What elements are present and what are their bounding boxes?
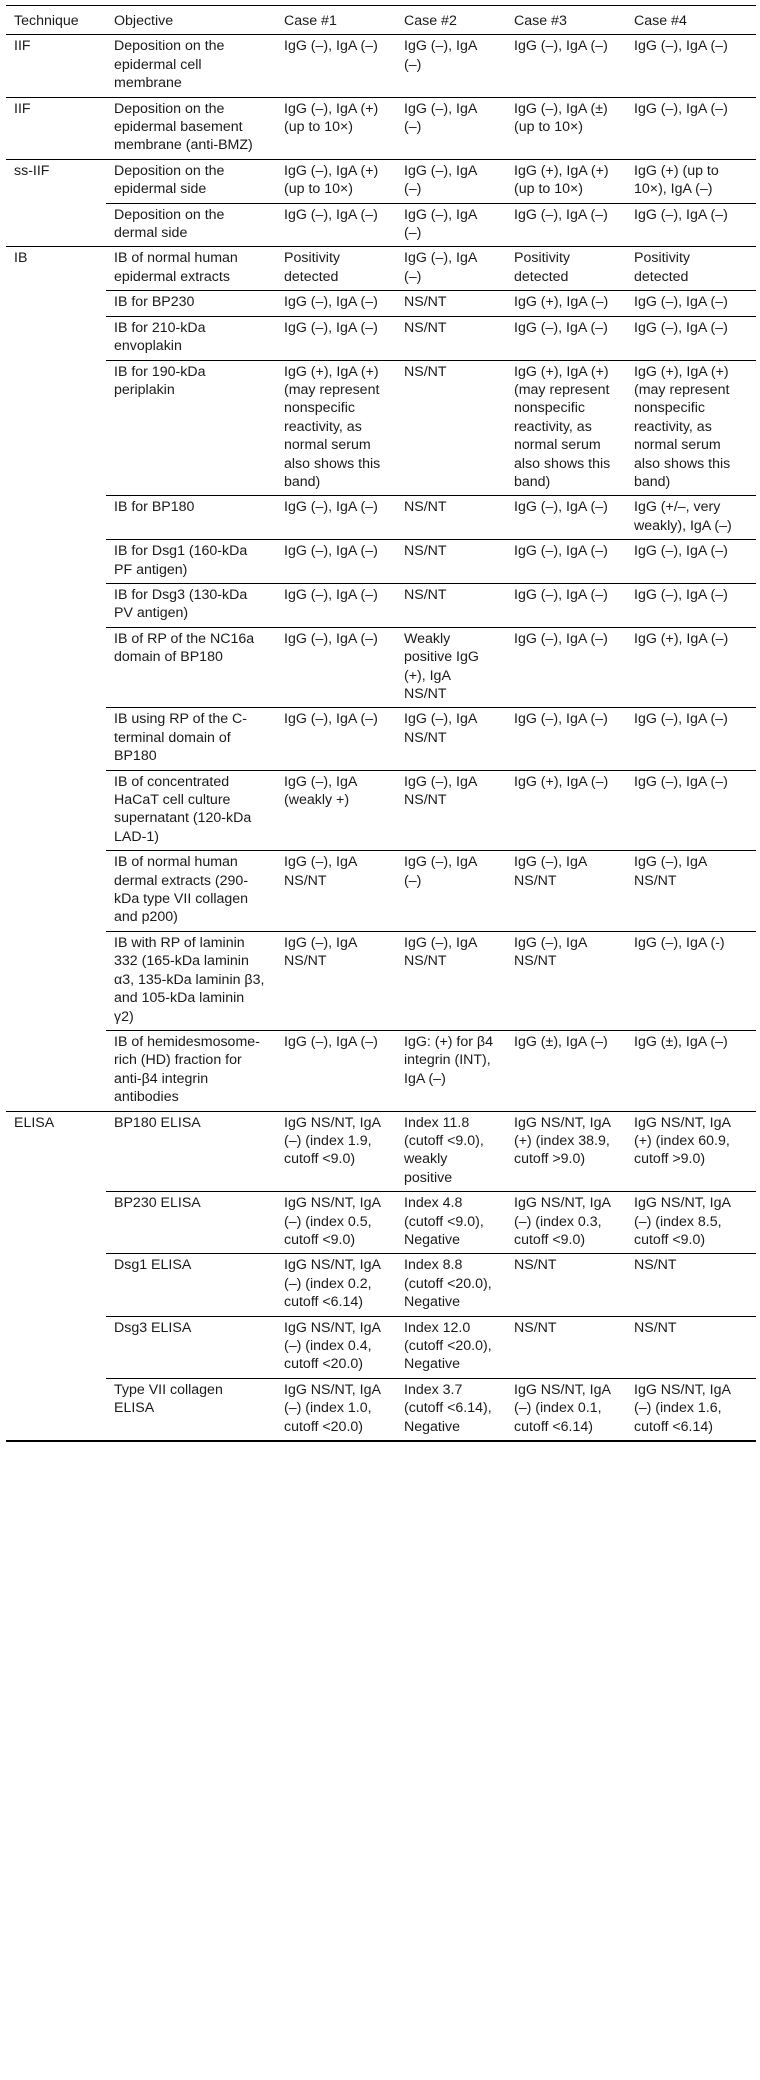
cell-case-1: IgG NS/NT, IgA (–) (index 0.2, cutoff <6.14) <box>276 1254 396 1316</box>
cell-case-3: IgG (+), IgA (+) (may represent nonspecific reactivity, as normal serum also shows this band) <box>506 360 626 496</box>
cell-case-1: IgG (–), IgA (–) <box>276 291 396 316</box>
cell-case-2: IgG (–), IgA (–) <box>396 203 506 247</box>
cell-case-3: IgG (–), IgA (–) <box>506 627 626 708</box>
cell-objective: IB of hemidesmosome-rich (HD) fraction for anti-β4 integrin antibodies <box>106 1030 276 1111</box>
cell-technique <box>6 627 106 708</box>
cell-technique <box>6 1192 106 1254</box>
cell-technique <box>6 203 106 247</box>
cell-case-2: IgG (–), IgA NS/NT <box>396 770 506 851</box>
header-case-3: Case #3 <box>506 6 626 35</box>
cell-objective: Dsg3 ELISA <box>106 1316 276 1378</box>
cell-case-3: IgG (+), IgA (+) (up to 10×) <box>506 159 626 203</box>
cell-case-4: IgG (+), IgA (–) <box>626 627 756 708</box>
cell-technique: ELISA <box>6 1111 106 1192</box>
cell-technique <box>6 583 106 627</box>
cell-case-2: Weakly positive IgG (+), IgA NS/NT <box>396 627 506 708</box>
cell-case-3: IgG (–), IgA (–) <box>514 38 608 55</box>
cell-case-1: IgG NS/NT, IgA (–) (index 1.0, cutoff <20.0) <box>276 1378 396 1441</box>
cell-case-1: IgG (–), IgA NS/NT <box>276 851 396 932</box>
table-row <box>6 1378 756 1441</box>
cell-case-3: IgG (–), IgA (–) <box>506 496 626 540</box>
cell-case-2: NS/NT <box>396 291 506 316</box>
cell-case-1: IgG (–), IgA NS/NT <box>276 931 396 1030</box>
cell-case-2: IgG (–), IgA (–) <box>396 247 506 291</box>
cell-technique <box>6 1316 106 1378</box>
cell-case-4: IgG (+/–, very weakly), IgA (–) <box>626 496 756 540</box>
cell-case-1: IgG (–), IgA (–) <box>276 496 396 540</box>
header-objective: Objective <box>106 6 276 35</box>
cell-technique <box>6 851 106 932</box>
cell-objective: Deposition on the epidermal basement membrane (anti-BMZ) <box>106 97 276 159</box>
table-row <box>6 35 756 97</box>
cell-case-3: IgG (–), IgA (–) <box>506 203 626 247</box>
cell-objective: Deposition on the epidermal side <box>106 159 276 203</box>
table-row <box>6 931 756 1030</box>
cell-case-2: NS/NT <box>396 496 506 540</box>
cell-case-1: IgG NS/NT, IgA (–) (index 0.5, cutoff <9.0) <box>276 1192 396 1254</box>
cell-case-3: IgG NS/NT, IgA (–) (index 0.3, cutoff <9.0) <box>506 1192 626 1254</box>
cell-case-4: Positivity detected <box>626 247 756 291</box>
cell-case-2: Index 11.8 (cutoff <9.0), weakly positive <box>396 1111 506 1192</box>
cell-case-2: IgG (–), IgA (–) <box>396 97 506 159</box>
table-row <box>6 159 756 203</box>
cell-case-3: NS/NT <box>506 1316 626 1378</box>
cell-technique <box>6 1030 106 1111</box>
cell-case-4: IgG (–), IgA (–) <box>626 97 756 159</box>
cell-case-3: IgG (–), IgA (–) <box>506 316 626 360</box>
cell-case-2: Index 4.8 (cutoff <9.0), Negative <box>396 1192 506 1254</box>
cell-case-2: IgG (–), IgA (–) <box>396 159 506 203</box>
cell-case-4: NS/NT <box>626 1316 756 1378</box>
cell-case-4: IgG (±), IgA (–) <box>626 1030 756 1111</box>
table-row <box>6 360 756 496</box>
header-case-1: Case #1 <box>276 6 396 35</box>
cell-case-4: IgG (–), IgA (–) <box>626 708 756 770</box>
header-technique: Technique <box>6 6 106 35</box>
table-header-row <box>6 6 756 35</box>
cell-case-3: IgG (–), IgA NS/NT <box>506 931 626 1030</box>
table-row <box>6 291 756 316</box>
cell-case-1: Positivity detected <box>276 247 396 291</box>
cell-technique <box>6 291 106 316</box>
cell-objective: IB for 210-kDa envoplakin <box>106 316 276 360</box>
cell-case-2: Index 8.8 (cutoff <20.0), Negative <box>396 1254 506 1316</box>
table-row <box>6 540 756 584</box>
cell-objective: IB for 190-kDa periplakin <box>106 360 276 496</box>
cell-case-4: IgG (–), IgA (–) <box>626 540 756 584</box>
cell-technique <box>6 931 106 1030</box>
cell-objective: IB for BP230 <box>106 291 276 316</box>
cell-case-1: IgG (–), IgA (–) <box>276 627 396 708</box>
cell-case-1: IgG (–), IgA (–) <box>284 38 378 55</box>
table-row <box>6 627 756 708</box>
results-table <box>6 5 756 1442</box>
cell-case-2: NS/NT <box>396 583 506 627</box>
cell-objective: IB for Dsg1 (160-kDa PF antigen) <box>106 540 276 584</box>
cell-case-1: IgG (–), IgA (+) (up to 10×) <box>276 159 396 203</box>
cell-case-1: IgG (–), IgA (–) <box>276 583 396 627</box>
cell-case-1: IgG (–), IgA (–) <box>276 1030 396 1111</box>
cell-case-4: IgG (–), IgA NS/NT <box>626 851 756 932</box>
cell-technique: IB <box>6 247 106 291</box>
table-row <box>6 316 756 360</box>
cell-technique <box>6 496 106 540</box>
cell-case-1: IgG (–), IgA (–) <box>276 316 396 360</box>
cell-case-3: IgG (–), IgA (±) (up to 10×) <box>506 97 626 159</box>
cell-case-4: IgG (+), IgA (+) (may represent nonspecific reactivity, as normal serum also shows this band) <box>626 360 756 496</box>
cell-technique <box>6 1378 106 1441</box>
cell-case-1: IgG (–), IgA (–) <box>276 708 396 770</box>
cell-objective: IB of RP of the NC16a domain of BP180 <box>106 627 276 708</box>
cell-technique <box>6 360 106 496</box>
cell-case-3: IgG (+), IgA (–) <box>506 770 626 851</box>
table-row <box>6 1254 756 1316</box>
cell-case-2: NS/NT <box>396 360 506 496</box>
cell-objective: IB of normal human epidermal extracts <box>106 247 276 291</box>
results-table-container <box>6 0 756 1442</box>
cell-case-1: IgG (–), IgA (weakly +) <box>276 770 396 851</box>
cell-case-2: NS/NT <box>396 316 506 360</box>
cell-case-4: IgG (+) (up to 10×), IgA (–) <box>626 159 756 203</box>
cell-case-3: IgG (±), IgA (–) <box>506 1030 626 1111</box>
table-row <box>6 1192 756 1254</box>
table-row <box>6 770 756 851</box>
cell-case-2: IgG (–), IgA (–) <box>404 38 477 73</box>
cell-case-1: IgG (–), IgA (+) (up to 10×) <box>276 97 396 159</box>
header-case-4: Case #4 <box>626 6 756 35</box>
table-body <box>6 35 756 1441</box>
table-row <box>6 708 756 770</box>
cell-case-4: IgG NS/NT, IgA (–) (index 1.6, cutoff <6.14) <box>626 1378 756 1441</box>
table-row <box>6 1030 756 1111</box>
cell-case-4: IgG (–), IgA (–) <box>626 203 756 247</box>
cell-case-1: IgG (+), IgA (+) (may represent nonspecific reactivity, as normal serum also shows this band) <box>276 360 396 496</box>
cell-objective: BP230 ELISA <box>106 1192 276 1254</box>
cell-case-3: IgG (–), IgA (–) <box>506 540 626 584</box>
cell-case-4: IgG (–), IgA (-) <box>626 931 756 1030</box>
cell-case-3: IgG NS/NT, IgA (–) (index 0.1, cutoff <6.14) <box>506 1378 626 1441</box>
header-case-2: Case #2 <box>396 6 506 35</box>
cell-objective: Type VII collagen ELISA <box>106 1378 276 1441</box>
cell-case-2: IgG (–), IgA NS/NT <box>396 708 506 770</box>
table-row <box>6 1111 756 1192</box>
cell-objective: Deposition on the epidermal cell membrane <box>114 38 225 92</box>
table-row <box>6 1316 756 1378</box>
cell-case-4: IgG NS/NT, IgA (+) (index 60.9, cutoff >9.0) <box>626 1111 756 1192</box>
cell-objective: IB for Dsg3 (130-kDa PV antigen) <box>106 583 276 627</box>
cell-case-3: IgG (–), IgA (–) <box>506 583 626 627</box>
table-row <box>6 203 756 247</box>
cell-case-4: IgG (–), IgA (–) <box>626 583 756 627</box>
cell-case-3: IgG (–), IgA NS/NT <box>506 851 626 932</box>
cell-case-2: IgG (–), IgA (–) <box>396 851 506 932</box>
cell-case-2: Index 12.0 (cutoff <20.0), Negative <box>396 1316 506 1378</box>
cell-technique <box>6 316 106 360</box>
cell-objective: IB of normal human dermal extracts (290-kDa type VII collagen and p200) <box>106 851 276 932</box>
cell-objective: IB using RP of the C-terminal domain of BP180 <box>106 708 276 770</box>
cell-case-2: IgG (–), IgA NS/NT <box>396 931 506 1030</box>
cell-case-3: Positivity detected <box>506 247 626 291</box>
cell-objective: Deposition on the dermal side <box>106 203 276 247</box>
table-row <box>6 583 756 627</box>
cell-objective: BP180 ELISA <box>106 1111 276 1192</box>
table-row <box>6 496 756 540</box>
cell-case-2: NS/NT <box>396 540 506 584</box>
cell-case-4: IgG (–), IgA (–) <box>626 291 756 316</box>
cell-technique: IIF <box>6 97 106 159</box>
cell-case-4: IgG NS/NT, IgA (–) (index 8.5, cutoff <9.0) <box>626 1192 756 1254</box>
table-row <box>6 247 756 291</box>
cell-objective: IB for BP180 <box>106 496 276 540</box>
cell-case-3: NS/NT <box>506 1254 626 1316</box>
cell-case-1: IgG (–), IgA (–) <box>276 203 396 247</box>
cell-case-3: IgG (+), IgA (–) <box>506 291 626 316</box>
cell-case-3: IgG NS/NT, IgA (+) (index 38.9, cutoff >9.0) <box>506 1111 626 1192</box>
cell-objective: Dsg1 ELISA <box>106 1254 276 1316</box>
cell-case-3: IgG (–), IgA (–) <box>506 708 626 770</box>
cell-objective: IB of concentrated HaCaT cell culture supernatant (120-kDa LAD-1) <box>106 770 276 851</box>
cell-case-2: Index 3.7 (cutoff <6.14), Negative <box>396 1378 506 1441</box>
cell-technique: ss-IIF <box>6 159 106 203</box>
cell-case-2: IgG: (+) for β4 integrin (INT), IgA (–) <box>396 1030 506 1111</box>
cell-technique: IIF <box>14 38 31 55</box>
table-row <box>6 851 756 932</box>
cell-case-4: IgG (–), IgA (–) <box>634 38 728 55</box>
cell-technique <box>6 770 106 851</box>
cell-case-1: IgG NS/NT, IgA (–) (index 0.4, cutoff <20.0) <box>276 1316 396 1378</box>
cell-objective: IB with RP of laminin 332 (165-kDa laminin α3, 135-kDa laminin β3, and 105-kDa laminin γ2) <box>106 931 276 1030</box>
cell-case-1: IgG (–), IgA (–) <box>276 540 396 584</box>
cell-case-4: IgG (–), IgA (–) <box>626 316 756 360</box>
cell-technique <box>6 708 106 770</box>
table-row <box>6 97 756 159</box>
cell-case-4: IgG (–), IgA (–) <box>626 770 756 851</box>
cell-case-4: NS/NT <box>626 1254 756 1316</box>
cell-technique <box>6 540 106 584</box>
cell-technique <box>6 1254 106 1316</box>
cell-case-1: IgG NS/NT, IgA (–) (index 1.9, cutoff <9.0) <box>276 1111 396 1192</box>
